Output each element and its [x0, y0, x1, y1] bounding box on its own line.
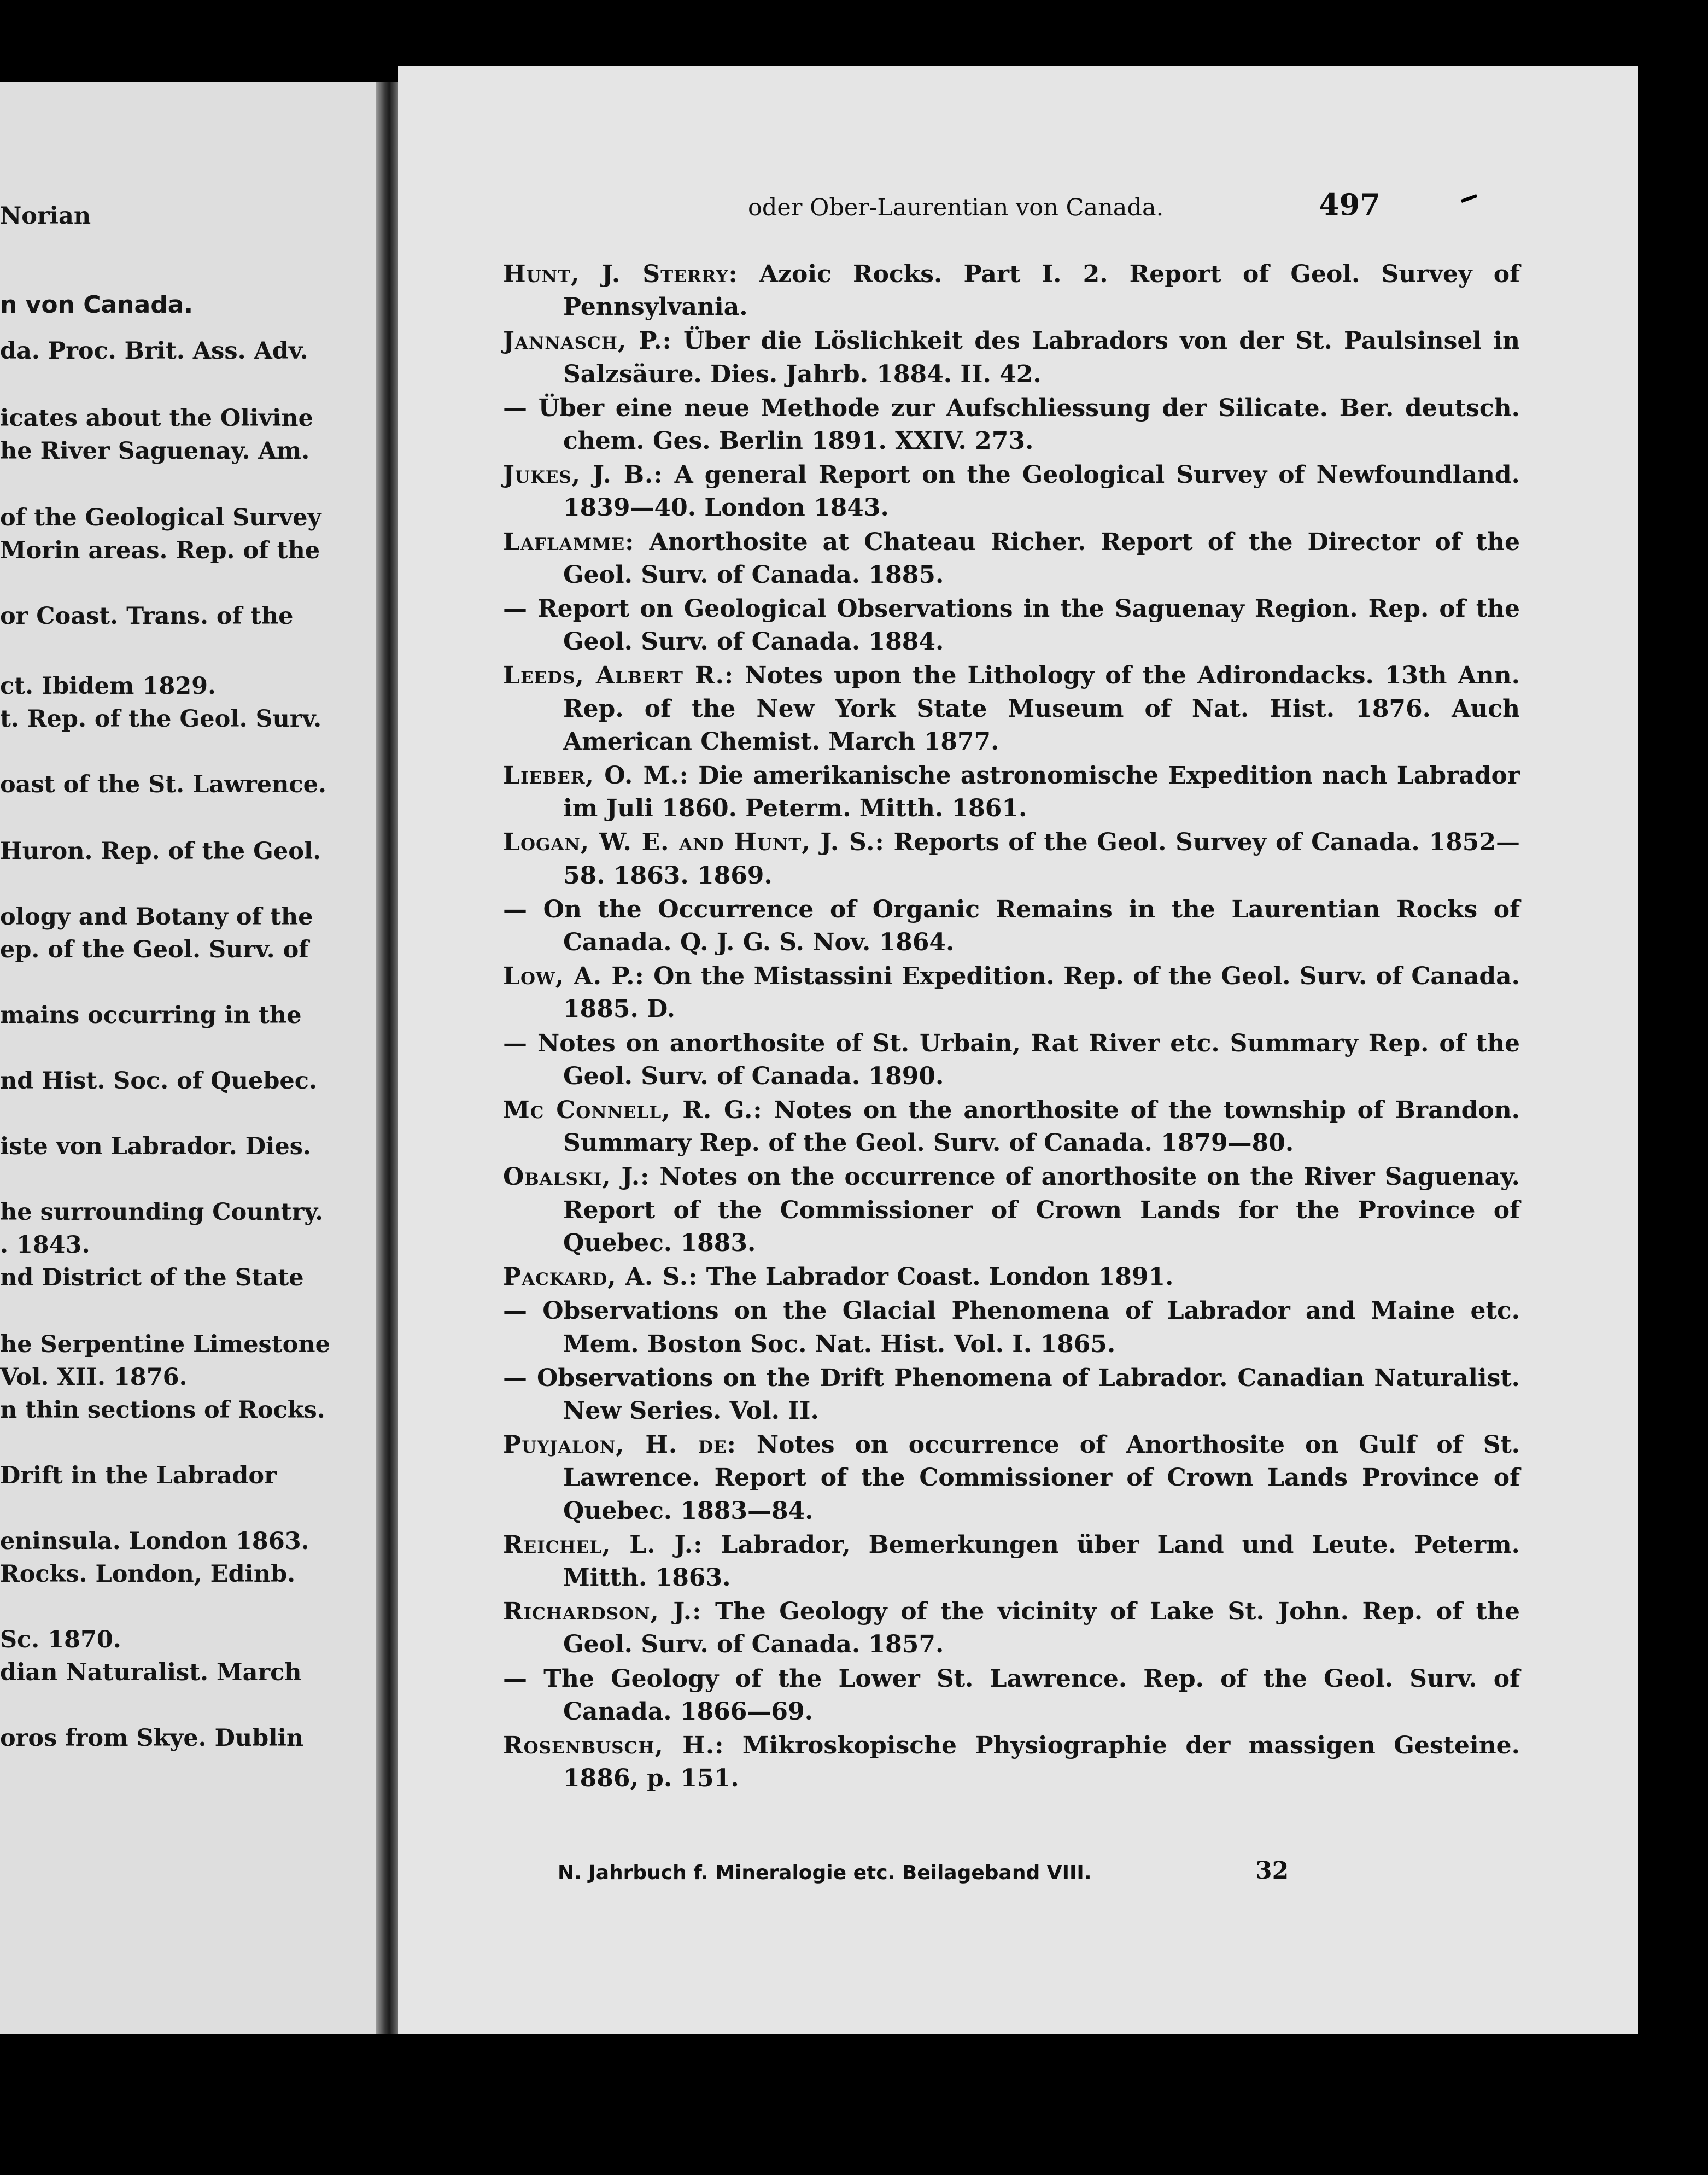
left-page-line: mains occurring in the [0, 1002, 302, 1029]
page-number: 497 [1319, 187, 1381, 222]
entry-author: Jukes, J. B.: [503, 461, 663, 489]
entry-text: The Geology of the Lower St. Lawrence. Rep. of the Geol. Surv. of Canada. 1866—69. [543, 1664, 1520, 1726]
entry-text: Mikroskopische Physiographie der massigen Gesteine. 1886, p. 151. [563, 1731, 1520, 1793]
left-page-line: Rocks. London, Edinb. [0, 1560, 296, 1588]
entry-author: Logan, W. E. and Hunt, J. S.: [503, 828, 885, 857]
entry-dash: — [503, 1029, 527, 1057]
entry-text: Notes on the occurrence of anorthosite on the River Saguenay. Report of the Commissioner of Crown Lands for the Province of Quebec. 1883. [563, 1163, 1520, 1257]
left-page-line: Drift in the Labrador [0, 1462, 277, 1489]
entry-author: Mc Connell, R. G.: [503, 1096, 763, 1125]
entry-dash: — [503, 1664, 527, 1693]
entry-text: On the Mistassini Expedition. Rep. of the Geol. Surv. of Canada. 1885. D. [563, 962, 1520, 1024]
running-title: oder Ober-Laurentian von Canada. [748, 194, 1164, 221]
left-page-line: Huron. Rep. of the Geol. [0, 838, 321, 865]
footer-journal-title: N. Jahrbuch f. Mineralogie etc. Beilageband VIII. [558, 1862, 1092, 1884]
bibliography-entry [503, 392, 1520, 458]
entry-text: Observations on the Glacial Phenomena of Labrador and Maine etc. Mem. Boston Soc. Nat. Hist. Vol. I. 1865. [542, 1297, 1520, 1358]
entry-text: On the Occurrence of Organic Remains in the Laurentian Rocks of Canada. Q. J. G. S. Nov. 1864. [543, 895, 1520, 957]
bibliography-entry [503, 1295, 1520, 1360]
bibliography-entry [503, 258, 1520, 324]
entry-text: The Geology of the vicinity of Lake St. John. Rep. of the Geol. Surv. of Canada. 1857. [563, 1598, 1520, 1659]
entry-author: Richardson, J.: [503, 1598, 702, 1626]
entry-text: Observations on the Drift Phenomena of Labrador. Canadian Naturalist. New Series. Vol. II. [537, 1364, 1520, 1425]
entry-text: Notes upon the Lithology of the Adirondacks. 13th Ann. Rep. of the New York State Museum of Nat. Hist. 1876. Auch American Chemist. March 1877. [563, 662, 1520, 756]
entry-text: Notes on anorthosite of St. Urbain, Rat River etc. Summary Rep. of the Geol. Surv. of Canada. 1890. [537, 1029, 1520, 1090]
entry-author: Laflamme: [503, 528, 635, 556]
entry-dash: — [503, 394, 527, 422]
entry-dash: — [503, 895, 527, 923]
book-gutter [376, 82, 398, 2034]
bibliography-entry [503, 1094, 1520, 1160]
entry-author: Reichel, L. J.: [503, 1530, 703, 1559]
left-page-line: he River Saguenay. Am. [0, 437, 310, 465]
left-page-line: ct. Ibidem 1829. [0, 673, 217, 700]
entry-text: The Labrador Coast. London 1891. [706, 1263, 1174, 1291]
left-page-line: n thin sections of Rocks. [0, 1396, 325, 1424]
left-page-line: eninsula. London 1863. [0, 1528, 309, 1555]
entry-text: Über die Löslichkeit des Labradors von der St. Paulsinsel in Salzsäure. Dies. Jahrb. 1884. II. 42. [563, 327, 1520, 388]
bibliography-entry [503, 1362, 1520, 1428]
left-page-line: iste von Labrador. Dies. [0, 1133, 311, 1160]
bibliography-entry [503, 1161, 1520, 1260]
bibliography-entry [503, 893, 1520, 959]
left-page-line: ology and Botany of the [0, 903, 313, 931]
left-page-line: of the Geological Survey [0, 504, 321, 531]
entry-text: Anorthosite at Chateau Richer. Report of the Director of the Geol. Surv. of Canada. 1885. [563, 528, 1520, 589]
entry-text: Über eine neue Methode zur Aufschliessung der Silicate. Ber. deutsch. chem. Ges. Berlin 1891. XXIV. 273. [538, 394, 1520, 455]
bibliography-entry [503, 1027, 1520, 1093]
bibliography-entry [503, 659, 1520, 758]
bibliography-entry [503, 1261, 1520, 1294]
bibliography-entry [503, 325, 1520, 390]
entry-dash: — [503, 1297, 527, 1325]
left-page-heading: n von Canada. [0, 291, 194, 319]
entry-author: Leeds, Albert R.: [503, 662, 734, 690]
bibliography-entry [503, 759, 1520, 825]
left-page-line: dian Naturalist. March [0, 1659, 302, 1686]
bibliography-entry [503, 960, 1520, 1026]
left-page-line: . 1843. [0, 1231, 90, 1259]
entry-author: Hunt, J. Sterry: [503, 260, 738, 288]
left-page-line: nd District of the State [0, 1264, 304, 1291]
left-page-line: he Serpentine Limestone [0, 1331, 330, 1358]
entry-author: Jannasch, P.: [503, 327, 672, 355]
left-page-line: oast of the St. Lawrence. [0, 771, 326, 798]
left-page-line: da. Proc. Brit. Ass. Adv. [0, 337, 308, 365]
entry-author: Packard, A. S.: [503, 1263, 698, 1291]
left-page-line: ep. of the Geol. Surv. of [0, 936, 309, 963]
entry-text: Azoic Rocks. Part I. 2. Report of Geol. Survey of Pennsylvania. [563, 260, 1520, 321]
left-page-line: Morin areas. Rep. of the [0, 537, 320, 564]
footer-signature: 32 [1255, 1857, 1289, 1885]
bibliography-entry [503, 1729, 1520, 1795]
left-page-line: nd Hist. Soc. of Quebec. [0, 1067, 317, 1095]
left-page-line: he surrounding Country. [0, 1198, 324, 1226]
bibliography-list [503, 258, 1520, 1796]
entry-dash: — [503, 595, 527, 623]
bibliography-entry [503, 459, 1520, 524]
entry-text: Labrador, Bemerkungen über Land und Leute. Peterm. Mitth. 1863. [563, 1530, 1520, 1592]
left-page-line: oros from Skye. Dublin [0, 1724, 304, 1752]
entry-author: Rosenbusch, H.: [503, 1731, 724, 1759]
left-page-line: icates about the Olivine [0, 405, 314, 432]
left-facing-page [0, 82, 377, 2034]
left-page-line: Sc. 1870. [0, 1626, 121, 1653]
left-page-line: t. Rep. of the Geol. Surv. [0, 705, 322, 733]
entry-text: A general Report on the Geological Survey of Newfoundland. 1839—40. London 1843. [563, 461, 1520, 522]
left-page-line: or Coast. Trans. of the [0, 603, 294, 630]
scan-edge [1638, 0, 1708, 2175]
entry-dash: — [503, 1364, 527, 1392]
bibliography-entry [503, 1663, 1520, 1728]
left-page-line: Norian [0, 202, 91, 230]
bibliography-entry [503, 1529, 1520, 1594]
entry-author: Low, A. P.: [503, 962, 645, 991]
bibliography-entry [503, 1429, 1520, 1528]
entry-text: Report on Geological Observations in the Saguenay Region. Rep. of the Geol. Surv. of Canada. 1884. [537, 595, 1520, 656]
left-page-line: Vol. XII. 1876. [0, 1364, 188, 1391]
entry-author: Puyjalon, H. de: [503, 1431, 736, 1459]
bibliography-entry [503, 526, 1520, 592]
bibliography-entry [503, 593, 1520, 658]
entry-author: Lieber, O. M.: [503, 762, 689, 790]
entry-text: Notes on the anorthosite of the township of Brandon. Summary Rep. of the Geol. Surv. of Canada. 1879—80. [563, 1096, 1520, 1157]
entry-author: Obalski, J.: [503, 1163, 650, 1191]
bibliography-entry [503, 826, 1520, 892]
entry-text: Reports of the Geol. Survey of Canada. 1852—58. 1863. 1869. [563, 828, 1520, 890]
entry-text: Die amerikanische astronomische Expedition nach Labrador im Juli 1860. Peterm. Mitth. 1861. [563, 762, 1520, 823]
bibliography-entry [503, 1595, 1520, 1661]
right-page [398, 66, 1638, 2034]
entry-text: Notes on occurrence of Anorthosite on Gulf of St. Lawrence. Report of the Commissioner of Crown Lands Province of Quebec. 1883—84. [563, 1431, 1520, 1525]
